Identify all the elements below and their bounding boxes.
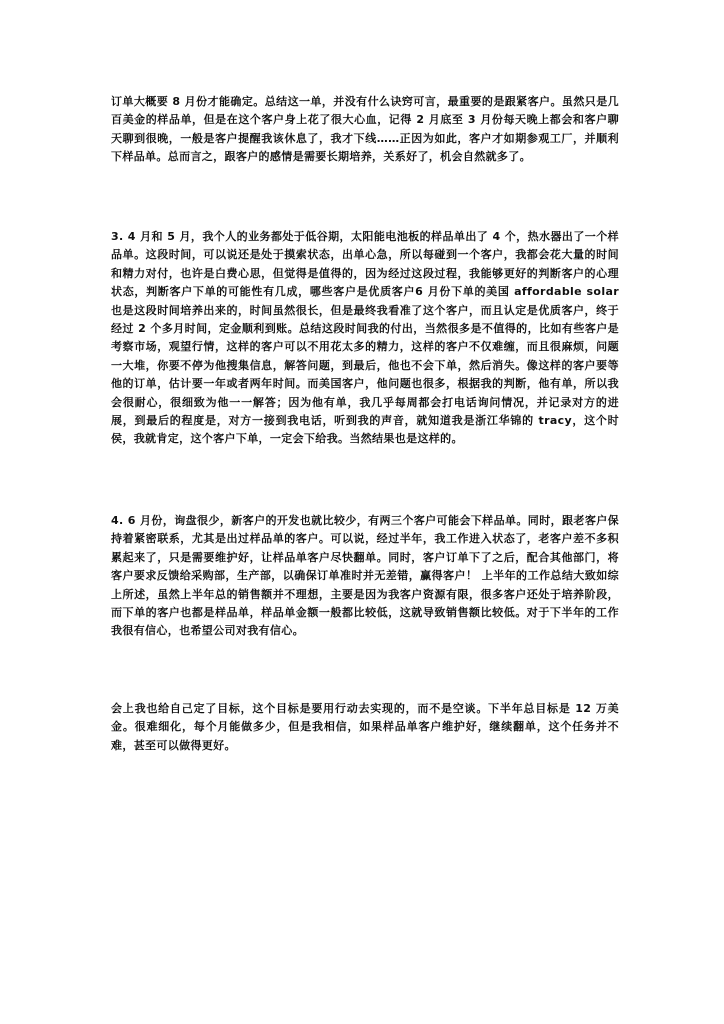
paragraph-april-may-review: 3. 4 月和 5 月，我个人的业务都处于低谷期，太阳能电池板的样品单出了 4 个，热水器出了一个样品单。这段时间，可以说还是处于摸索状态，出单心急，所以每碰到一个客户，我都会花大量的时间和精力对付，也许是白费心思，但觉得是值得的，因为经过这段过程，我能够更好的判断客户的心理状态，判断客户下单的可能性有几成，哪些客户是优质客户6 月份下单的美国 affordable solar 也是这段时间培养出来的，时间虽然很长，但是最终我看准了这个客户，而且认定是优质客户，终于经过 2 个多月时间，定金顺利到账。总结这段时间我的付出，当然很多是不值得的，比如有些客户是考察市场，观望行情，这样的客户可以不用花太多的精力，这样的客户不仅难缠，而且很麻烦，问题一大堆，你要不停为他搜集信息，解答问题，到最后，他也不会下单，然后消失。像这样的客户要等他的订单，估计要一年或者两年时间。而美国客户，他问题也很多，根据我的判断，他有单，所以我会很耐心，很细致为他一一解答；因为他有单，我几乎每周都会打电话询问情况，并记录对方的进展，到最后的程度是，对方一接到我电话，听到我的声音，就知道我是浙江华锦的 tracy，这个时侯，我就肯定，这个客户下单，一定会下给我。当然结果也是这样的。 xyxy=(111,230,619,446)
paragraph-second-half-goal: 会上我也给自己定了目标，这个目标是要用行动去实现的，而不是空谈。下半年总目标是 12 万美金。很难细化，每个月能做多少，但是我相信，如果样品单客户维护好，继续翻单，这个任务并不难，甚至可以做得更好。 xyxy=(111,702,619,752)
paragraph-june-review: 4. 6 月份，询盘很少，新客户的开发也就比较少，有两三个客户可能会下样品单。同时，跟老客户保持着紧密联系，尤其是出过样品单的客户。可以说，经过半年，我工作进入状态了，老客户差不多积累起来了，只是需要维护好，让样品单客户尽快翻单。同时，客户订单下了之后，配合其他部门，将客户要求反馈给采购部，生产部，以确保订单准时并无差错，赢得客户！ 上半年的工作总结大致如综上所述，虽然上半年总的销售额并不理想，主要是因为我客户资源有限，很多客户还处于培养阶段，而下单的客户也都是样品单，样品单金额一般都比较低，这就导致销售额比较低。对于下半年的工作我很有信心，也希望公司对我有信心。 xyxy=(111,514,619,638)
paragraph-sample-order-summary: 订单大概要 8 月份才能确定。总结这一单，并没有什么诀窍可言，最重要的是跟紧客户。虽然只是几百美金的样品单，但是在这个客户身上花了很大心血，记得 2 月底至 3 月份每天晚上都会和客户聊天聊到很晚，一般是客户提醒我该休息了，我才下线……正因为如此，客户才如期参观工厂，并顺利下样品单。总而言之，跟客户的感情是需要长期培养，关系好了，机会自然就多了。 xyxy=(111,95,619,164)
